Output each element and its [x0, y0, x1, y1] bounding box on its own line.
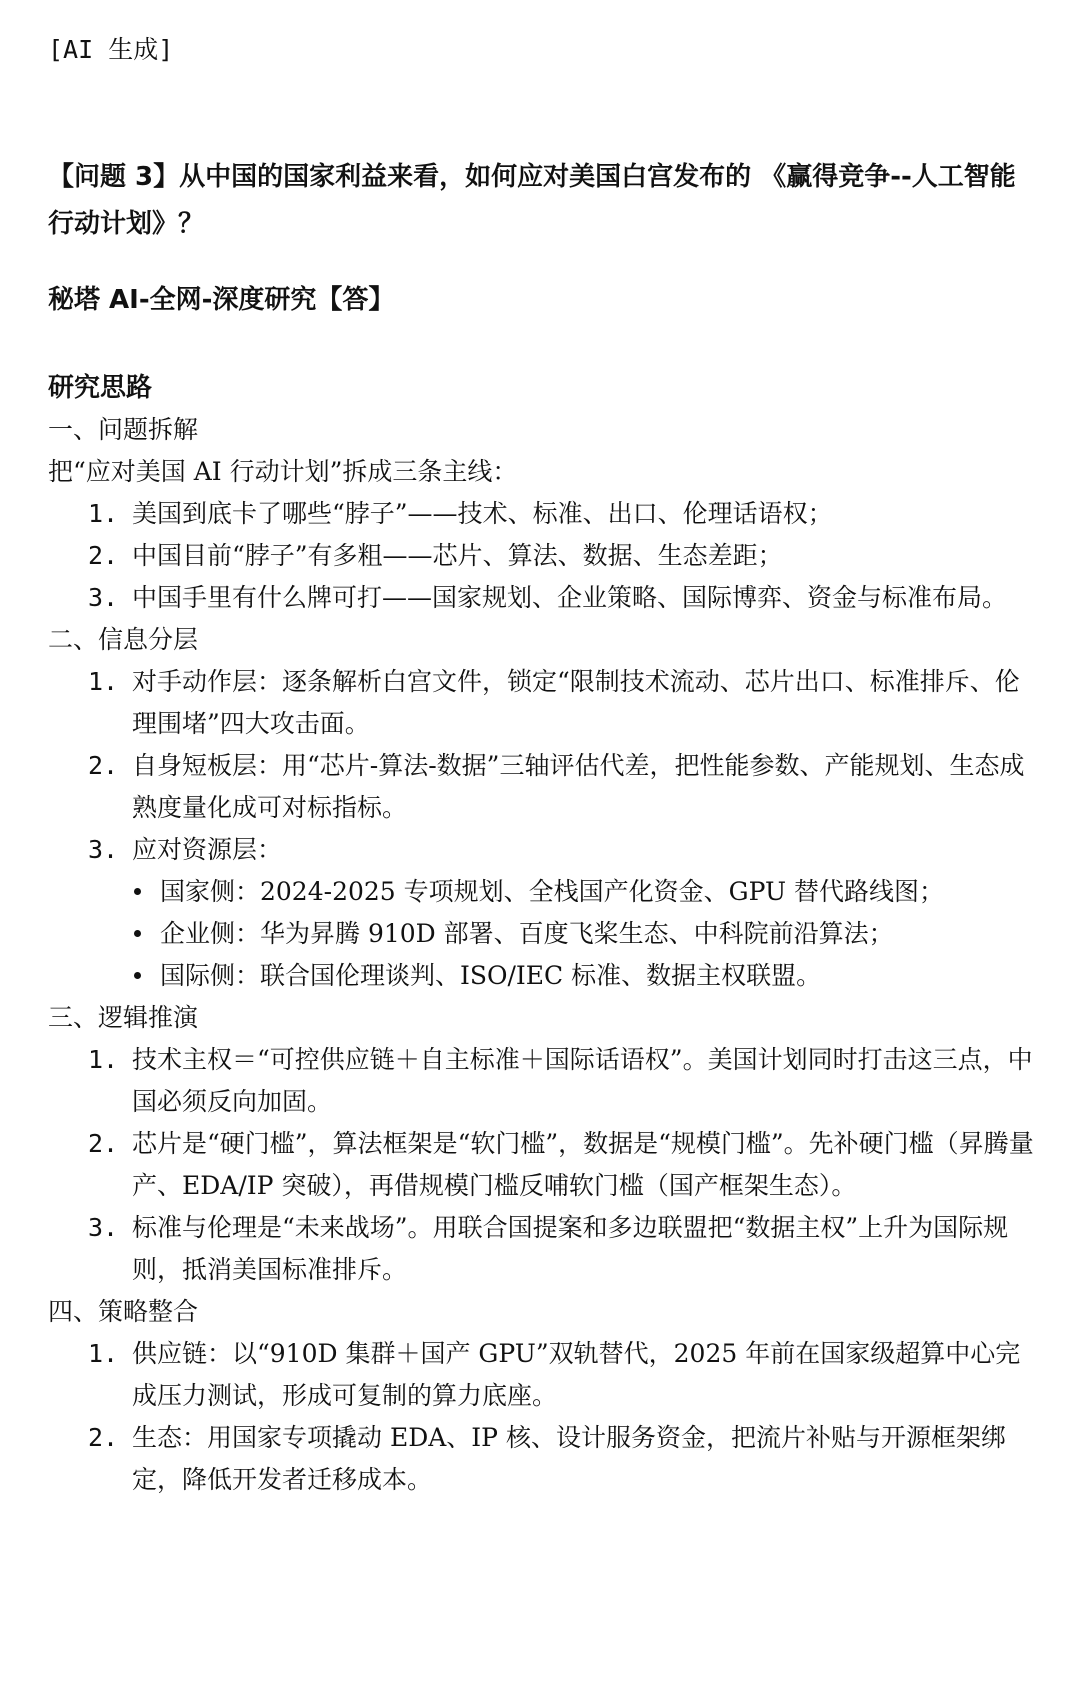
bullet-text: 国家侧：2024-2025 专项规划、全栈国产化资金、GPU 替代路线图；: [160, 877, 945, 906]
research-title: 研究思路: [48, 373, 153, 403]
list-item-text: 中国目前“脖子”有多粗——芯片、算法、数据、生态差距；: [132, 541, 783, 570]
list-item-text: 技术主权＝“可控供应链＋自主标准＋国际话语权”。美国计划同时打击这三点，中国必须反向加固。: [132, 1045, 1033, 1116]
list-item: [48, 661, 1038, 745]
bullet-item: [132, 871, 1038, 913]
list-item-text: 中国手里有什么牌可打——国家规划、企业策略、国际博弈、资金与标准布局。: [132, 583, 1008, 612]
section-heading-logic-deduction: 三、逻辑推演: [48, 1003, 199, 1032]
list-item: [48, 535, 1038, 577]
bullet-list: [132, 871, 1038, 997]
question-heading: 【问题 3】从中国的国家利益来看，如何应对美国白宫发布的 《赢得竞争--人工智能行动计划》？: [48, 162, 1016, 239]
section-heading-info-layering: 二、信息分层: [48, 625, 199, 654]
numbered-list: [48, 1039, 1038, 1291]
list-item-text: 自身短板层：用“芯片-算法-数据”三轴评估代差，把性能参数、产能规划、生态成熟度量化成可对标指标。: [132, 751, 1025, 822]
list-item: [48, 1039, 1038, 1123]
list-number: 3.: [88, 583, 119, 612]
bullet-text: 国际侧：联合国伦理谈判、ISO/IEC 标准、数据主权联盟。: [160, 961, 822, 990]
list-item-text: 应对资源层：: [132, 835, 283, 864]
section-heading-strategy-integration: 四、策略整合: [48, 1297, 199, 1326]
list-item-text: 对手动作层：逐条解析白宫文件，锁定“限制技术流动、芯片出口、标准排斥、伦理围堵”四大攻击面。: [132, 667, 1020, 738]
bullet-dot-icon: [134, 930, 141, 937]
answer-label: 秘塔 AI-全网-深度研究【答】: [48, 285, 395, 315]
list-item-text: 供应链：以“910D 集群＋国产 GPU”双轨替代，2025 年前在国家级超算中心完成压力测试，形成可复制的算力底座。: [132, 1339, 1021, 1410]
bullet-text: 企业侧：华为昇腾 910D 部署、百度飞桨生态、中科院前沿算法；: [160, 919, 894, 948]
list-number: 3.: [88, 835, 119, 864]
list-item-text: 美国到底卡了哪些“脖子”——技术、标准、出口、伦理话语权；: [132, 499, 833, 528]
list-item-text: 标准与伦理是“未来战场”。用联合国提案和多边联盟把“数据主权”上升为国际规则，抵消美国标准排斥。: [132, 1213, 1009, 1284]
list-item: [48, 1333, 1038, 1417]
list-item: [48, 1207, 1038, 1291]
list-number: 3.: [88, 1213, 119, 1242]
numbered-list: [48, 493, 1038, 619]
list-item: [48, 493, 1038, 535]
list-number: 1.: [88, 1339, 119, 1368]
bullet-item: [132, 955, 1038, 997]
list-number: 2.: [88, 751, 119, 780]
list-number: 1.: [88, 667, 119, 696]
list-item: [48, 577, 1038, 619]
list-number: 2.: [88, 1423, 119, 1452]
numbered-list: [48, 661, 1038, 997]
list-number: 2.: [88, 541, 119, 570]
section-heading-problem-breakdown: 一、问题拆解: [48, 415, 199, 444]
bullet-item: [132, 913, 1038, 955]
list-number: 1.: [88, 499, 119, 528]
ai-generated-tag: [AI 生成]: [48, 35, 174, 64]
list-number: 2.: [88, 1129, 119, 1158]
list-item-text: 芯片是“硬门槛”，算法框架是“软门槛”，数据是“规模门槛”。先补硬门槛（昇腾量产、EDA/IP 突破），再借规模门槛反哺软门槛（国产框架生态）。: [132, 1129, 1034, 1200]
section-intro: 把“应对美国 AI 行动计划”拆成三条主线：: [48, 457, 518, 486]
list-item: [48, 829, 1038, 997]
bullet-dot-icon: [134, 972, 141, 979]
list-number: 1.: [88, 1045, 119, 1074]
list-item: [48, 1123, 1038, 1207]
list-item: [48, 1417, 1038, 1501]
bullet-dot-icon: [134, 888, 141, 895]
research-section: [48, 367, 1038, 1501]
list-item: [48, 745, 1038, 829]
numbered-list: [48, 1333, 1038, 1501]
list-item-text: 生态：用国家专项撬动 EDA、IP 核、设计服务资金，把流片补贴与开源框架绑定，降低开发者迁移成本。: [132, 1423, 1006, 1494]
